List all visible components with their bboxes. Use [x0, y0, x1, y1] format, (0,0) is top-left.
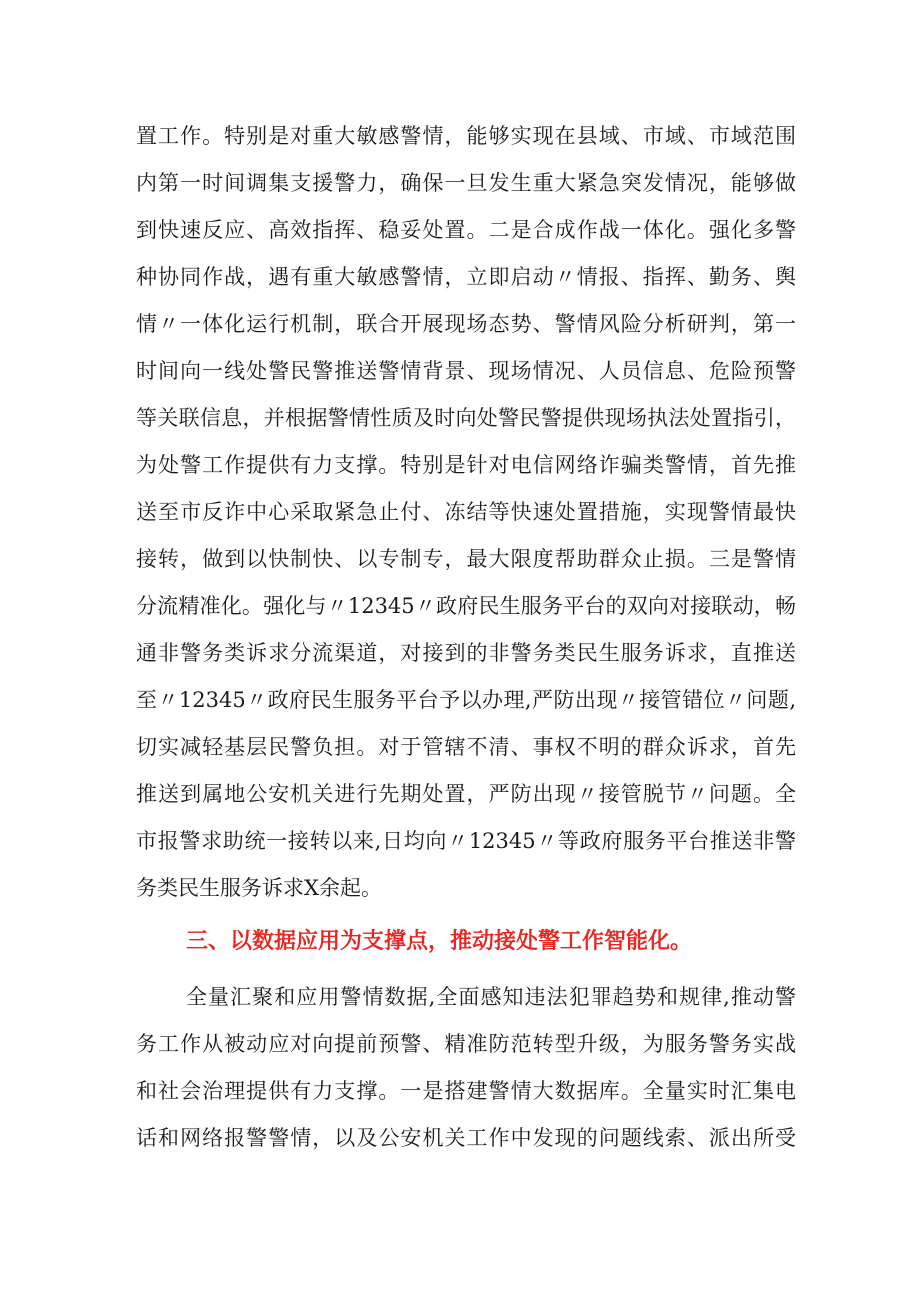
text-line: 务类民生服务诉求X余起。: [136, 876, 382, 900]
text-line: 切实减轻基层民警负担。对于管辖不清、事权不明的群众诉求，首先: [136, 735, 796, 759]
text-line: 接转，做到以快制快、以专制专，最大限度帮助群众止损。三是警情: [136, 547, 796, 571]
text-line: 至〃12345〃政府民生服务平台予以办理,严防出现〃接管错位〃问题,: [136, 688, 796, 712]
text-line: 时间向一线处警民警推送警情背景、现场情况、人员信息、危险预警: [136, 359, 796, 383]
text-line: 种协同作战，遇有重大敏感警情，立即启动〃情报、指挥、勤务、舆: [136, 265, 796, 289]
text-line: 全量汇聚和应用警情数据,全面感知违法犯罪趋势和规律,推动警: [186, 985, 796, 1009]
text-line: 通非警务类诉求分流渠道，对接到的非警务类民生服务诉求，直推送: [136, 641, 796, 665]
text-line: 推送到属地公安机关进行先期处置，严防出现〃接管脱节〃问题。全: [136, 782, 796, 806]
text-line: 内第一时间调集支援警力，确保一旦发生重大紧急突发情况，能够做: [136, 171, 796, 195]
text-line: 话和网络报警警情，以及公安机关工作中发现的问题线索、派出所受: [136, 1126, 796, 1150]
text-line: 送至市反诈中心采取紧急止付、冻结等快速处置措施，实现警情最快: [136, 500, 796, 524]
text-line: 情〃一体化运行机制，联合开展现场态势、警情风险分析研判，第一: [136, 312, 796, 336]
text-line: 置工作。特别是对重大敏感警情，能够实现在县域、市域、市域范围: [136, 124, 796, 148]
text-line: 分流精准化。强化与〃12345〃政府民生服务平台的双向对接联动，畅: [136, 594, 796, 618]
text-line: 等关联信息，并根据警情性质及时向处警民警提供现场执法处置指引，: [136, 406, 796, 430]
text-line: 和社会治理提供有力支撑。一是搭建警情大数据库。全量实时汇集电: [136, 1079, 796, 1103]
text-line: 市报警求助统一接转以来,日均向〃12345〃等政府服务平台推送非警: [136, 829, 796, 853]
section-heading: 三、以数据应用为支撑点，推动接处警工作智能化。: [186, 929, 693, 954]
text-line: 到快速反应、高效指挥、稳妥处置。二是合成作战一体化。强化多警: [136, 218, 796, 242]
text-line: 务工作从被动应对向提前预警、精准防范转型升级，为服务警务实战: [136, 1032, 796, 1056]
text-line: 为处警工作提供有力支撑。特别是针对电信网络诈骗类警情，首先推: [136, 453, 796, 477]
